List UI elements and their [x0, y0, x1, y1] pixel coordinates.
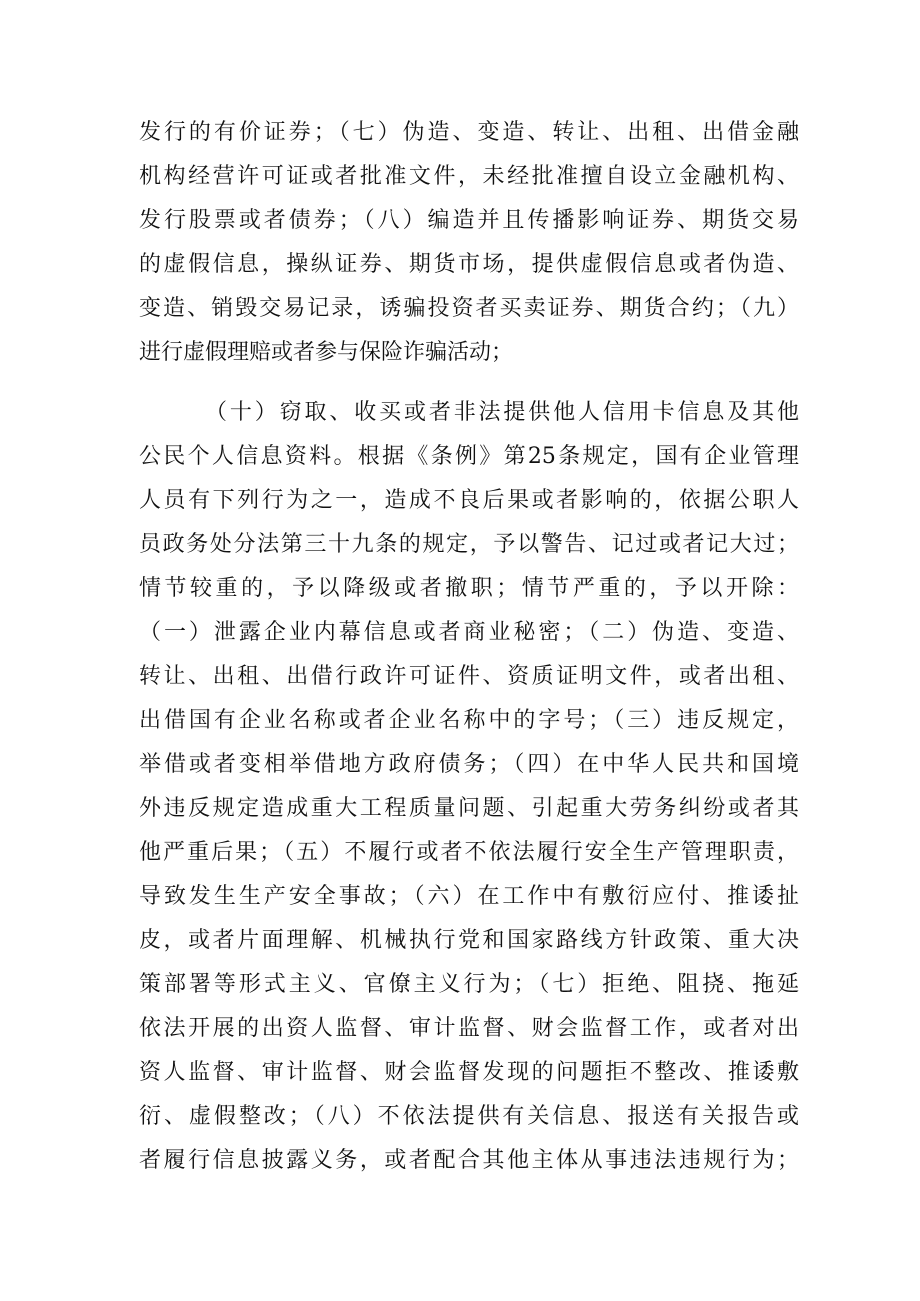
- paragraph-2-line-17: 衍、虚假整改；（八）不依法提供有关信息、报送有关报告或: [139, 1104, 799, 1129]
- paragraph-2-line-6: （一）泄露企业内幕信息或者商业秘密；（二）伪造、变造、: [139, 620, 799, 645]
- paragraph-1-line-6: 进行虚假理赔或者参与保险诈骗活动；: [139, 340, 514, 365]
- paragraph-1-line-1: 发行的有价证券；（七）伪造、变造、转让、出租、出借金融: [139, 120, 799, 145]
- paragraph-1-line-5: 变造、销毁交易记录，诱骗投资者买卖证券、期货合约；（九）: [139, 296, 799, 321]
- paragraph-2-line-12: 导致发生生产安全事故；（六）在工作中有敷衍应付、推诿扯: [139, 884, 799, 909]
- paragraph-2-line-8: 出借国有企业名称或者企业名称中的字号；（三）违反规定，: [139, 708, 799, 733]
- paragraph-1-line-2: 机构经营许可证或者批准文件，未经批准擅自设立金融机构、: [139, 164, 799, 189]
- paragraph-2-line-10: 外违反规定造成重大工程质量问题、引起重大劳务纠纷或者其: [139, 796, 799, 821]
- paragraph-2-line-4: 员政务处分法第三十九条的规定，予以警告、记过或者记大过；: [139, 532, 799, 557]
- paragraph-2-line-14: 策部署等形式主义、官僚主义行为；（七）拒绝、阻挠、拖延: [139, 972, 799, 997]
- paragraph-2-line-13: 皮，或者片面理解、机械执行党和国家路线方针政策、重大决: [139, 928, 799, 953]
- paragraph-2-line-3: 人员有下列行为之一，造成不良后果或者影响的，依据公职人: [139, 488, 799, 513]
- paragraph-2-line-9: 举借或者变相举借地方政府债务；（四）在中华人民共和国境: [139, 752, 799, 777]
- paragraph-1-line-3: 发行股票或者债券；（八）编造并且传播影响证券、期货交易: [139, 208, 799, 233]
- paragraph-2-line-2: 公民个人信息资料。根据《条例》第25条规定，国有企业管理: [139, 444, 799, 469]
- paragraph-2-line-7: 转让、出租、出借行政许可证件、资质证明文件，或者出租、: [139, 664, 799, 689]
- paragraph-1-line-4: 的虚假信息，操纵证券、期货市场，提供虚假信息或者伪造、: [139, 252, 799, 277]
- paragraph-2-line-18: 者履行信息披露义务，或者配合其他主体从事违法违规行为；: [139, 1148, 799, 1173]
- paragraph-2-line-1: （十）窃取、收买或者非法提供他人信用卡信息及其他: [205, 400, 799, 425]
- paragraph-2-line-11: 他严重后果；（五）不履行或者不依法履行安全生产管理职责，: [139, 840, 799, 865]
- paragraph-2-line-15: 依法开展的出资人监督、审计监督、财会监督工作，或者对出: [139, 1016, 799, 1041]
- paragraph-2-line-16: 资人监督、审计监督、财会监督发现的问题拒不整改、推诿敷: [139, 1060, 799, 1085]
- paragraph-2-line-5: 情节较重的，予以降级或者撤职；情节严重的，予以开除：: [139, 576, 799, 601]
